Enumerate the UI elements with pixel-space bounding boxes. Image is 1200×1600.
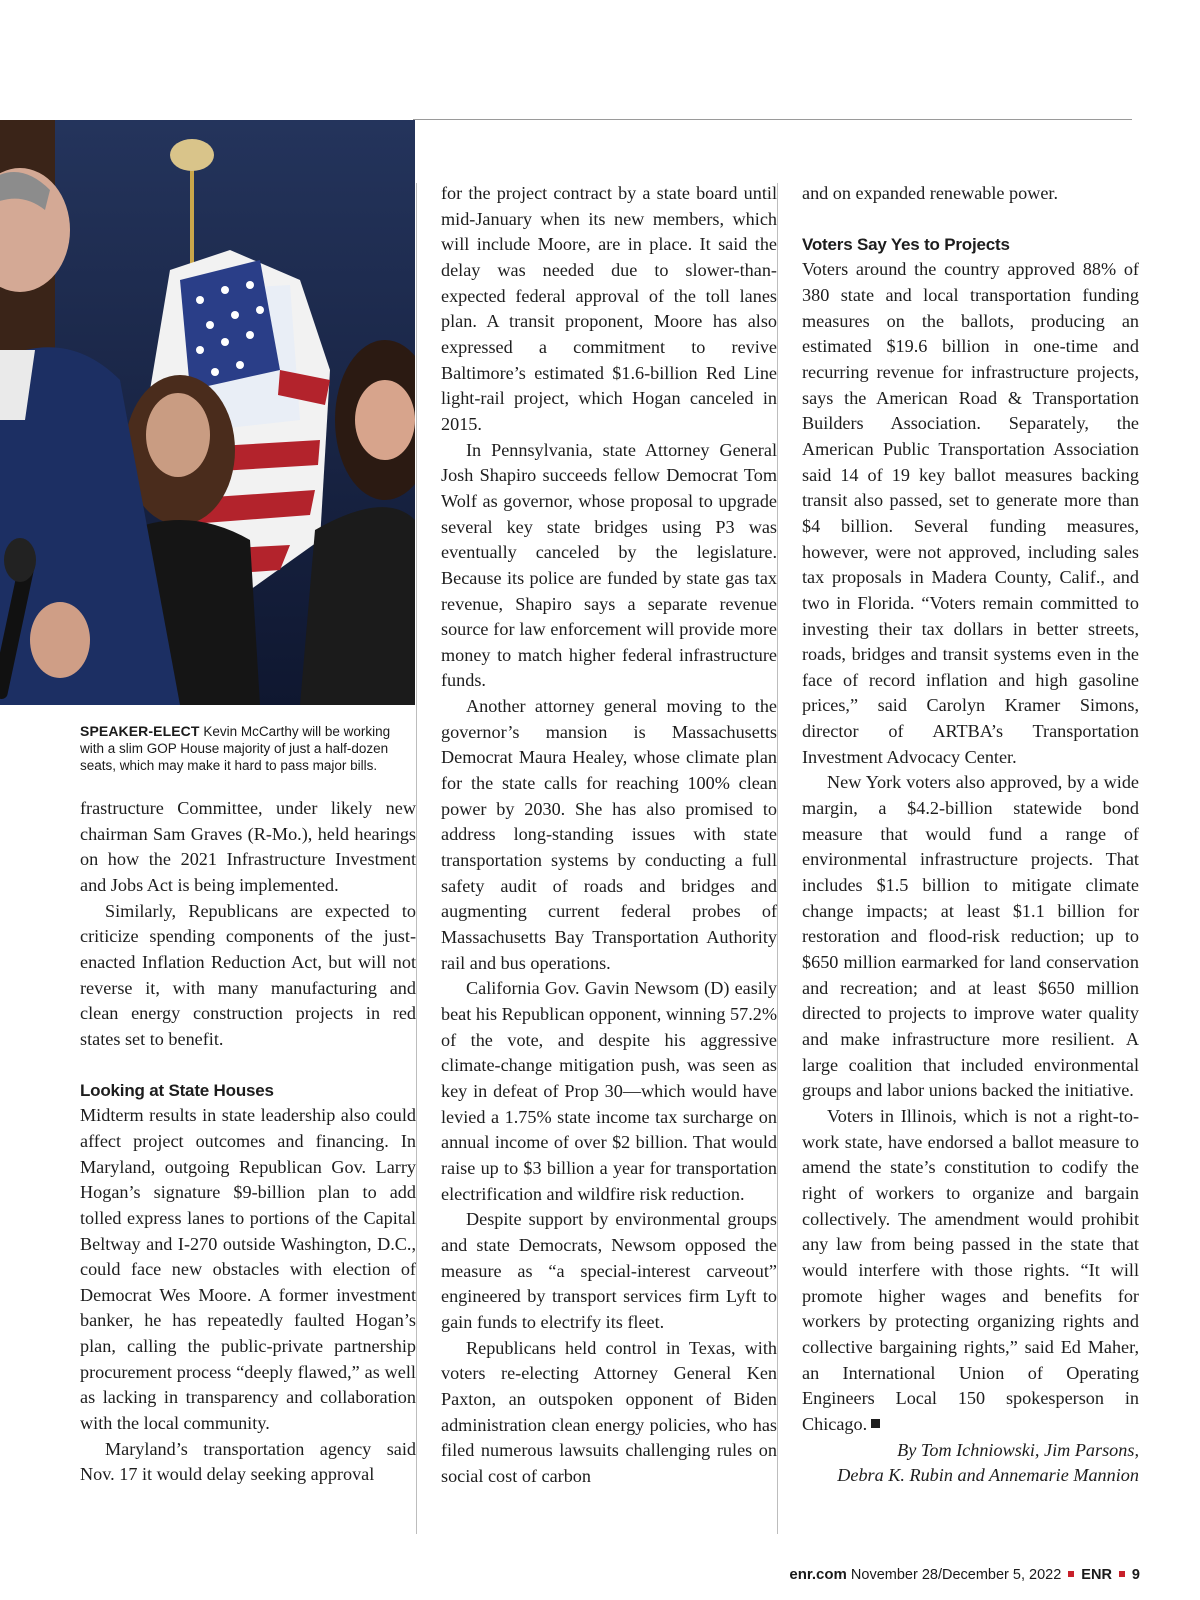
paragraph: In Pennsylvania, state Attorney General Josh Shapiro succeeds fellow Democrat Tom Wolf as governor, whose proposal to upgrade several key state bridges using P3 was eventually canceled by the legislature. Because its police are funded by state gas tax revenue, Shapiro says a separate revenue source for law enforcement will provide more money to match higher federal infrastructure funds. xyxy=(441,439,777,691)
footer-site: enr.com xyxy=(789,1566,847,1583)
speaker-photo xyxy=(0,120,415,705)
caption-kicker: SPEAKER-ELECT xyxy=(80,723,200,739)
paragraph: Despite support by environmental groups and state Democrats, Newsom opposed the measure as “a special-interest carveout” engineered by transport services firm Lyft to gain funds to electrify its fleet. xyxy=(441,1209,777,1332)
page-number: 9 xyxy=(1131,1567,1140,1583)
paragraph: Another attorney general moving to the governor’s mansion is Massachusetts Democrat Maura Healey, whose climate plan for the state calls for reaching 100% clean power by 2030. She has also promised to address long-standing issues with state transportation systems by conducting a full safety audit of roads and bridges and augmenting current federal probes of Massachusetts Bay Transportation Authority rail and bus operations. xyxy=(441,696,777,973)
paragraph-text: Voters in Illinois, which is not a right-to-work state, have endorsed a ballot measure to amend the state’s constitution to codify the right of workers to organize and bargain collectively. The amendment would prohibit any law from being passed in the state that would interfere with those rights. “It will promote higher wages and benefits for workers by protecting organizing rights and collective bargaining rights,” said Ed Maher, an International Union of Operating Engineers Local 150 spokesperson in Chicago. xyxy=(802,1105,1139,1434)
article-column-2 xyxy=(441,181,777,1489)
byline-line-1: By Tom Ichniowski, Jim Parsons, xyxy=(897,1439,1139,1460)
paragraph xyxy=(802,1104,1139,1438)
photo-caption xyxy=(80,723,416,774)
paragraph: California Gov. Gavin Newsom (D) easily beat his Republican opponent, winning 57.2% of the vote, and despite his aggressive climate-change mitigation push, was seen as key in defeat of Prop 30—which would have levied a 1.75% state income tax surcharge on annual income of over $2 billion. That would raise up to $3 billion a year for transportation electrification and wildfire risk reduction. xyxy=(441,978,777,1204)
page-footer xyxy=(789,1566,1140,1583)
subheading-voters: Voters Say Yes to Projects xyxy=(802,234,1010,254)
paragraph: Republicans held control in Texas, with voters re-electing Attorney General Ken Paxton, an outspoken opponent of Biden administration clean energy policies, who has filed numerous lawsuits challenging rules on social cost of carbon xyxy=(441,1337,777,1486)
footer-date: November 28/December 5, 2022 xyxy=(850,1567,1062,1583)
end-mark-icon xyxy=(871,1419,880,1428)
caption-text: Kevin McCarthy will be working with a slim GOP House majority of just a half-dozen seats, which may make it hard to pass major bills. xyxy=(80,724,391,773)
paragraph: Voters around the country approved 88% of 380 state and local transportation funding measures on the ballots, producing an estimated $19.6 billion in one-time and recurring revenue for infrastructure projects, says the American Road & Transportation Builders Association. Separately, the American Public Transportation Association said 14 of 19 key ballot measures backing transit also passed, set to generate more than $4 billion. Several funding measures, however, were not approved, including sales tax proposals in Madera County, Calif., and two in Florida. “Voters remain committed to investing their tax dollars in better streets, roads, bridges and transit systems even in the face of record inflation and high gasoline prices,” said Carolyn Kramer Simons, director of ARTBA’s Transportation Investment Advocacy Center. xyxy=(802,259,1139,767)
article-column-3 xyxy=(802,181,1139,1489)
paragraph: Similarly, Republicans are expected to criticize spending components of the just-enacted Inflation Reduction Act, but will not reverse it, with many manufacturing and clean energy construction projects in red states set to benefit. xyxy=(80,900,416,1049)
column-divider-2 xyxy=(777,183,778,1534)
paragraph: frastructure Committee, under likely new chairman Sam Graves (R-Mo.), held hearings on how the 2021 Infrastructure Investment and Jobs Act is being implemented. xyxy=(80,798,416,895)
paragraph: for the project contract by a state board until mid-January when its new members, which will include Moore, are in place. It said the delay was needed due to slower-than-expected federal approval of the toll lanes plan. A transit proponent, Moore has also expressed a commitment to revive Baltimore’s estimated $1.6-billion Red Line light-rail project, which Hogan canceled in 2015. xyxy=(441,183,777,434)
top-rule xyxy=(413,119,1132,120)
paragraph: Midterm results in state leadership also could affect project outcomes and financing. In Maryland, outgoing Republican Gov. Larry Hogan’s signature $9-billion plan to add tolled express lanes to portions of the Capital Beltway and I-270 outside Washington, D.C., could face new obstacles with election of Democrat Wes Moore. A former investment banker, he has repeatedly faulted Hogan’s plan, calling the public-private partnership procurement process “deeply flawed,” as well as lacking in transparency and collaboration with the local community. xyxy=(80,1105,416,1434)
byline-line-2: Debra K. Rubin and Annemarie Mannion xyxy=(837,1465,1139,1486)
paragraph: and on expanded renewable power. xyxy=(802,183,1059,203)
paragraph: New York voters also approved, by a wide margin, a $4.2-billion statewide bond measure that would fund a range of environmental infrastructure projects. That includes $1.5 billion to mitigate climate change impacts; at least $1.1 billion for restoration and flood-risk reduction; up to $650 million earmarked for land conservation and recreation; and at least $650 million directed to projects to improve water quality and make infrastructure more resilient. A large coalition that included environmental groups and labor unions backed the initiative. xyxy=(802,772,1139,1101)
subheading-state-houses: Looking at State Houses xyxy=(80,1080,274,1100)
footer-magazine: ENR xyxy=(1081,1567,1112,1583)
square-bullet-icon xyxy=(1068,1571,1074,1577)
square-bullet-icon xyxy=(1119,1571,1125,1577)
column-divider-1 xyxy=(416,183,417,1534)
paragraph: Maryland’s transportation agency said Nov. 17 it would delay seeking approval xyxy=(80,1438,416,1485)
article-column-1 xyxy=(80,796,416,1488)
byline xyxy=(802,1438,1139,1489)
